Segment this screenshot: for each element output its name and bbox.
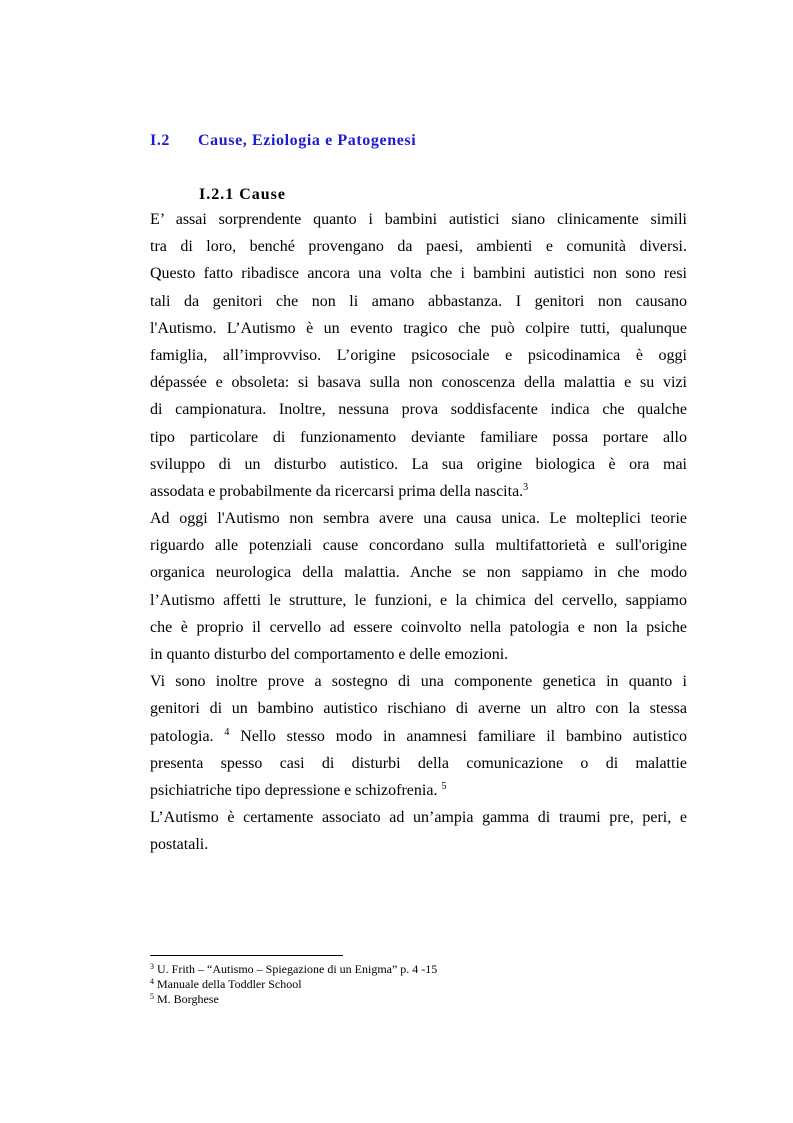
text-line-content: patologia. (150, 727, 214, 745)
text-line: l’Autismo affetti le strutture, le funzioni, e la chimica del cervello, sappiamo (150, 591, 687, 609)
text-line: presenta spesso casi di disturbi della comunicazione o di malattie (150, 754, 687, 772)
footnote-mark: 5 (150, 992, 154, 1001)
text-line: organica neurologica della malattia. Anche se non sappiamo in che modo (150, 564, 687, 582)
text-line: in quanto disturbo del comportamento e delle emozioni. (150, 646, 509, 663)
body-text (150, 206, 687, 859)
text-line: riguardo alle potenziali cause concordano sulla multifattorietà e sull'origine (150, 537, 687, 555)
text-line-content: assodata e probabilmente da ricercarsi prima della nascita. (150, 482, 524, 500)
text-line: E’ assai sorprendente quanto i bambini autistici siano clinicamente simili (150, 211, 687, 228)
footnote-3 (150, 962, 437, 977)
text-line (150, 723, 687, 750)
text-line: l'Autismo. L’Autismo è un evento tragico che può colpire tutti, qualunque (150, 319, 687, 337)
text-line: L’Autismo è certamente associato ad un’ampia gamma di traumi pre, peri, e (150, 809, 687, 827)
paragraph-4 (150, 804, 687, 858)
footnote-4 (150, 977, 437, 992)
text-line: postatali. (150, 836, 209, 854)
text-line: Ad oggi l'Autismo non sembra avere una causa unica. Le molteplici teorie (150, 510, 687, 528)
text-line: Vi sono inoltre prove a sostegno di una componente genetica in quanto i (150, 673, 687, 691)
text-line (150, 478, 687, 505)
text-line: tali da genitori che non li amano abbastanza. I genitori non causano (150, 292, 687, 310)
text-line-content: Nello stesso modo in anamnesi familiare il bambino autistico (240, 727, 687, 745)
footnote-mark: 3 (150, 962, 154, 971)
paragraph-3 (150, 668, 687, 804)
text-line: famiglia, all’improvviso. L’origine psicosociale e psicodinamica è oggi (150, 346, 687, 364)
footnote-5 (150, 992, 437, 1007)
footnote-ref-5: 5 (441, 780, 447, 792)
text-line: che è proprio il cervello ad essere coinvolto nella patologia e non la psiche (150, 618, 687, 636)
footnote-text: Manuale della Toddler School (157, 977, 302, 991)
footnotes (150, 962, 437, 1007)
paragraph-2 (150, 505, 687, 668)
footnote-ref-3: 3 (523, 481, 529, 493)
section-heading (150, 132, 416, 150)
text-line: di campionatura. Inoltre, nessuna prova soddisfacente indica che qualche (150, 401, 687, 419)
subsection-heading: I.2.1 Cause (199, 186, 287, 203)
text-line: sviluppo di un disturbo autistico. La sua origine biologica è ora mai (150, 455, 687, 473)
footnote-separator (150, 955, 343, 956)
text-line: Questo fatto ribadisce ancora una volta che i bambini autistici non sono resi (150, 265, 687, 283)
text-line: tra di loro, benché provengano da paesi, ambienti e comunità diversi. (150, 238, 687, 256)
paragraph-1 (150, 206, 687, 505)
text-line-content: psichiatriche tipo depressione e schizofrenia. (150, 781, 438, 799)
section-number: I.2 (150, 132, 171, 149)
text-line: dépassée e obsoleta: si basava sulla non conoscenza della malattia e su vizi (150, 374, 687, 392)
footnote-text: M. Borghese (157, 992, 219, 1006)
text-line: genitori di un bambino autistico rischiano di averne un altro con la stessa (150, 700, 687, 718)
text-line: tipo particolare di funzionamento deviante familiare possa portare allo (150, 428, 687, 446)
footnote-ref-4: 4 (224, 726, 230, 738)
footnote-text: U. Frith – “Autismo – Spiegazione di un Enigma” p. 4 -15 (157, 962, 438, 976)
section-title: Cause, Eziologia e Patogenesi (198, 132, 417, 149)
text-line (150, 777, 687, 804)
footnote-mark: 4 (150, 977, 154, 986)
